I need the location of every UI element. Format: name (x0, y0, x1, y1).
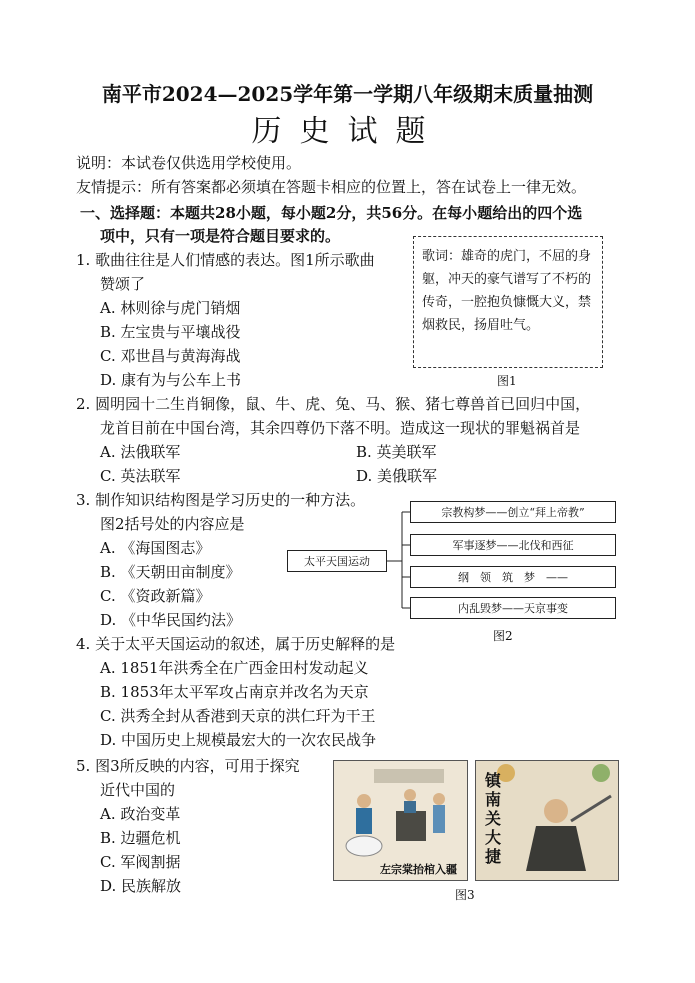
q1-option-c: C. 邓世昌与黄海海战 (100, 347, 241, 365)
diagram-branch-military: 军事逐梦——北伐和西征 (410, 534, 616, 556)
q2-option-b: B. 英美联军 (356, 443, 437, 461)
q4-option-a: A. 1851年洪秀全在广西金田村发动起义 (100, 659, 369, 677)
q1-option-b: B. 左宝贵与平壤战役 (100, 323, 241, 341)
q3-option-d: D. 《中华民国约法》 (100, 611, 242, 629)
q1-option-d: D. 康有为与公车上书 (100, 371, 242, 389)
q4-option-c: C. 洪秀全封从香港到天京的洪仁玕为干王 (100, 707, 376, 725)
q4-stem: 4. 关于太平天国运动的叙述，属于历史解释的是 (76, 635, 396, 653)
diagram-branch-turmoil: 内乱毁梦——天京事变 (410, 597, 616, 619)
diagram-branch-religion: 宗教构梦——创立“拜上帝教” (410, 501, 616, 523)
note-2: 友情提示：所有答案都必须填在答题卡相应的位置上，答在试卷上一律无效。 (76, 178, 587, 196)
section-heading: 一、选择题：本题共28小题，每小题2分，共56分。在每小题给出的四个选 (80, 204, 583, 222)
q1-stem: 1. 歌曲往往是人们情感的表达。图1所示歌曲 (76, 251, 375, 269)
figure3-image-left (333, 760, 468, 881)
figure3-right-label: 镇南关大捷 (485, 771, 502, 866)
q1-option-a: A. 林则徐与虎门销烟 (100, 299, 241, 317)
q5-option-c: C. 军阀割据 (100, 853, 181, 871)
q5-option-b: B. 边疆危机 (100, 829, 181, 847)
q3-option-c: C. 《资政新篇》 (100, 587, 211, 605)
q2-stem-cont: 龙首目前在中国台湾，其余四尊仍下落不明。造成这一现状的罪魁祸首是 (100, 419, 581, 437)
q3-stem-cont: 图2括号处的内容应是 (100, 515, 245, 533)
figure1-lyrics-box: 歌词：雄奇的虎门，不屈的身躯，冲天的豪气谱写了不朽的传奇，一腔抱负慷慨大义，禁烟救民，扬眉吐气。 (413, 236, 603, 368)
q4-option-b: B. 1853年太平军攻占南京并改名为天京 (100, 683, 369, 701)
q2-option-d: D. 美俄联军 (356, 467, 438, 485)
q2-option-a: A. 法俄联军 (100, 443, 181, 461)
q5-option-d: D. 民族解放 (100, 877, 182, 895)
q5-stem: 5. 图3所反映的内容，可用于探究 (76, 757, 300, 775)
section-heading-cont: 项中，只有一项是符合题目要求的。 (100, 227, 341, 245)
diagram-root-node: 太平天国运动 (287, 550, 387, 572)
note-1: 说明：本试卷仅供选用学校使用。 (76, 154, 302, 172)
q2-stem: 2. 圆明园十二生肖铜像，鼠、牛、虎、兔、马、猴、猪七尊兽首已回归中国， (76, 395, 591, 413)
figure3-image-right (475, 760, 619, 881)
figure1-caption: 图1 (497, 374, 517, 388)
figure2-caption: 图2 (493, 629, 513, 643)
diagram-branch-program: 纲 领 筑 梦 —— (410, 566, 616, 588)
q1-stem-cont: 赞颂了 (100, 275, 146, 293)
q3-option-a: A. 《海国图志》 (100, 539, 211, 557)
q5-stem-cont: 近代中国的 (100, 781, 176, 799)
q5-option-a: A. 政治变革 (100, 805, 181, 823)
figure3-caption: 图3 (455, 888, 475, 902)
q2-option-c: C. 英法联军 (100, 467, 181, 485)
exam-title: 南平市2024—2025学年第一学期八年级期末质量抽测 (101, 82, 594, 106)
q4-option-d: D. 中国历史上规模最宏大的一次农民战争 (100, 731, 377, 749)
exam-subtitle: 历史试题 (251, 114, 444, 149)
q3-option-b: B. 《天朝田亩制度》 (100, 563, 241, 581)
q3-stem: 3. 制作知识结构图是学习历史的一种方法。 (76, 491, 366, 509)
figure3-left-label: 左宗棠抬棺入疆 (380, 863, 457, 876)
